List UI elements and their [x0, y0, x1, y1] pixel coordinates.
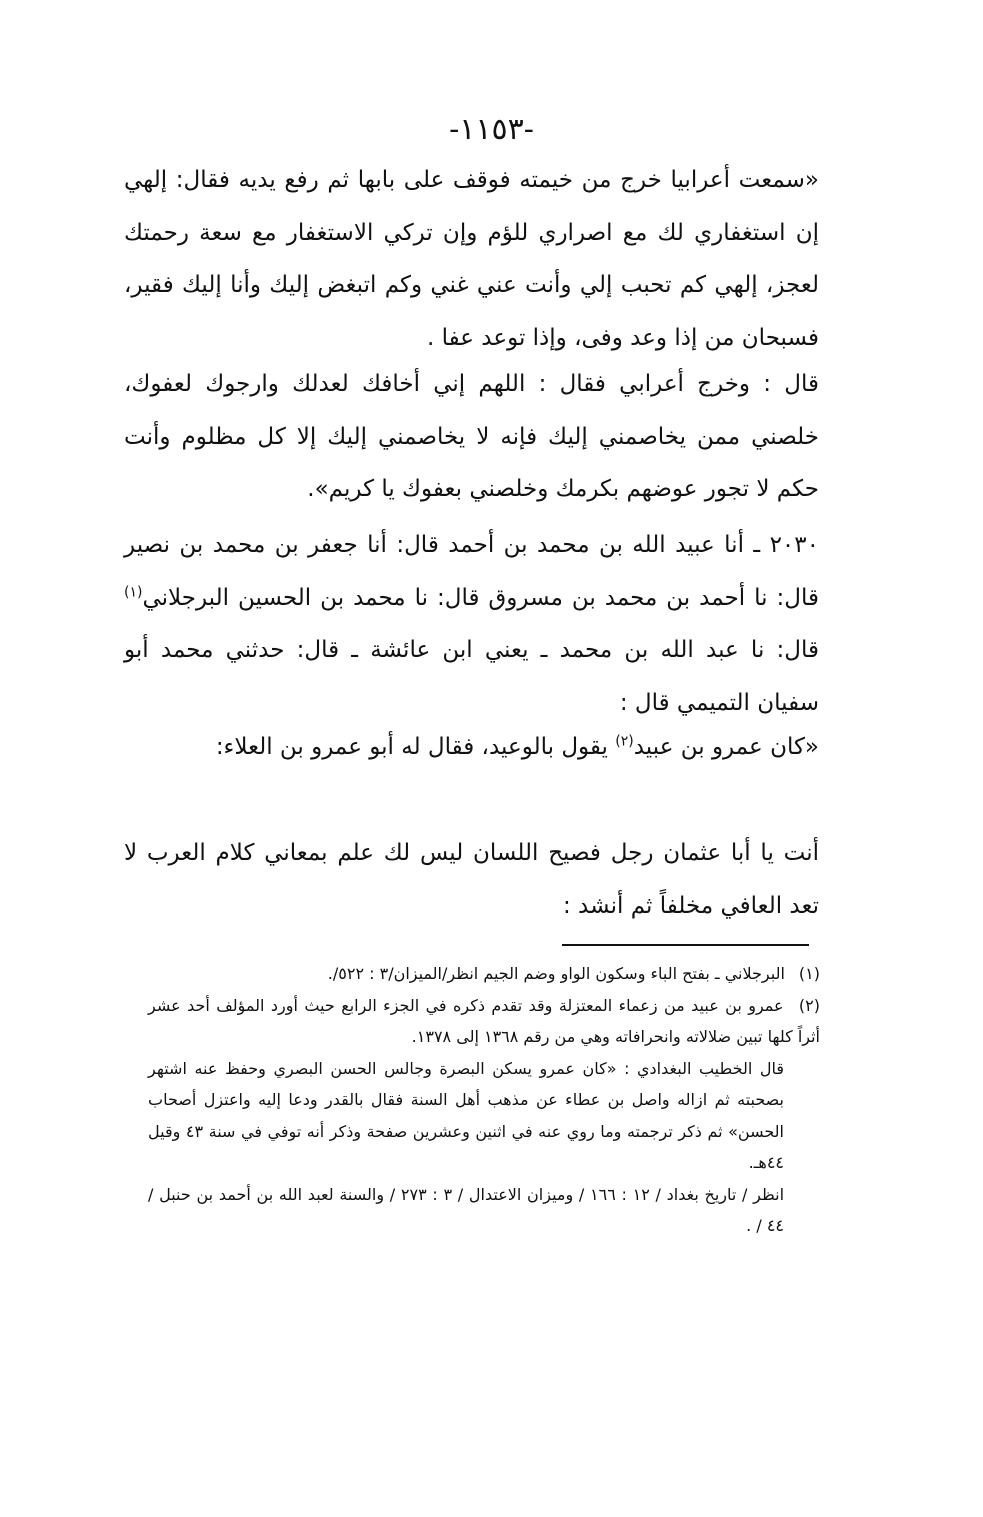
paragraph-text-part: «كان عمرو بن عبيد — [633, 734, 819, 760]
paragraph-5 — [124, 827, 819, 932]
paragraph-2 — [124, 358, 819, 516]
footnote-number: (٢) — [798, 995, 820, 1015]
footnote-number: (١) — [798, 964, 820, 983]
footnote-text: البرجلاني ـ بفتح الباء وسكون الواو وضم الجيم انظر/الميزان/٣ : ٥٢٢/. — [327, 964, 785, 983]
page-number: -١١٥٣- — [449, 112, 534, 147]
footnote-separator — [562, 944, 809, 946]
footnotes — [148, 958, 820, 1242]
paragraph-text-part: ٢٠٣٠ ـ أنا عبيد الله بن محمد بن أحمد قال: أنا جعفر بن محمد بن نصير قال: نا أحمد بن محمد بن مسروق قال: نا محمد بن الحسين البرجلاني — [124, 532, 819, 611]
paragraph-4 — [124, 721, 819, 774]
paragraph-3 — [124, 519, 819, 729]
paragraph-text: «سمعت أعرابيا خرج من خيمته فوقف على بابها ثم رفع يديه فقال: إلهي إن استغفاري لك مع اصراري للؤم وإن تركي الاستغفار مع سعة رحمتك لعجز، إلهي كم تحبب إلي وأنت عني غني وكم اتبغض إليك وأنا إليك فقير، فسبحان من إذا وعد وفى، وإذا توعد عفا . — [124, 167, 819, 351]
paragraph-text: قال : وخرج أعرابي فقال : اللهم إني أخافك لعدلك وارجوك لعفوك، خلصني ممن يخاصمني إليك فإنه لا يخاصمني إليك إلا كل مظلوم وأنت حكم لا تجور عوضهم بكرمك وخلصني بعفوك يا كريم». — [124, 371, 819, 502]
footnote-2-references: انظر / تاريخ بغداد / ١٢ : ١٦٦ / وميزان الاعتدال / ٣ : ٢٧٣ / والسنة لعبد الله بن أحمد بن حنبل / ٤٤ / . — [148, 1184, 785, 1235]
paragraph-text: أنت يا أبا عثمان رجل فصيح اللسان ليس لك علم بمعاني كلام العرب لا تعد العافي مخلفاً ثم أنشد : — [124, 840, 819, 919]
footnote-ref-1: (١) — [124, 583, 143, 600]
paragraph-text — [124, 721, 819, 774]
footnote-2 — [148, 990, 820, 1053]
footnote-text: عمرو بن عبيد من زعماء المعتزلة وقد تقدم ذكره في الجزء الرابع حيث أورد المؤلف أحد عشر أثراً كلها تبين ضلالاته وانحرافاته وهي من رقم ١٣٦٨ إلى ١٣٧٨. — [148, 995, 820, 1046]
footnote-2-quote: قال الخطيب البغدادي : «كان عمرو يسكن البصرة وجالس الحسن البصري وحفظ عنه اشتهر بصحبته ثم ازاله واصل بن عطاء عن مذهب أهل السنة فقال بالقدر ودعا إليه واعتزل أصحاب الحسن» ثم ذكر ترجمته وما روي عنه في اثنين وعشرين صفحة وذكر أنه توفي في سنة ٤٣ وقيل ٤٤هـ. — [148, 1058, 785, 1172]
paragraph-1 — [124, 154, 819, 364]
paragraph-text — [124, 519, 819, 729]
paragraph-text-part: يقول بالوعيد، فقال له أبو عمرو بن العلاء: — [215, 734, 616, 760]
footnote-1 — [148, 958, 820, 990]
paragraph-text-part: قال: نا عبد الله بن محمد ـ يعني ابن عائشة ـ قال: حدثني محمد أبو سفيان التميمي قال : — [124, 637, 819, 716]
footnote-ref-2: (٢) — [615, 733, 634, 750]
